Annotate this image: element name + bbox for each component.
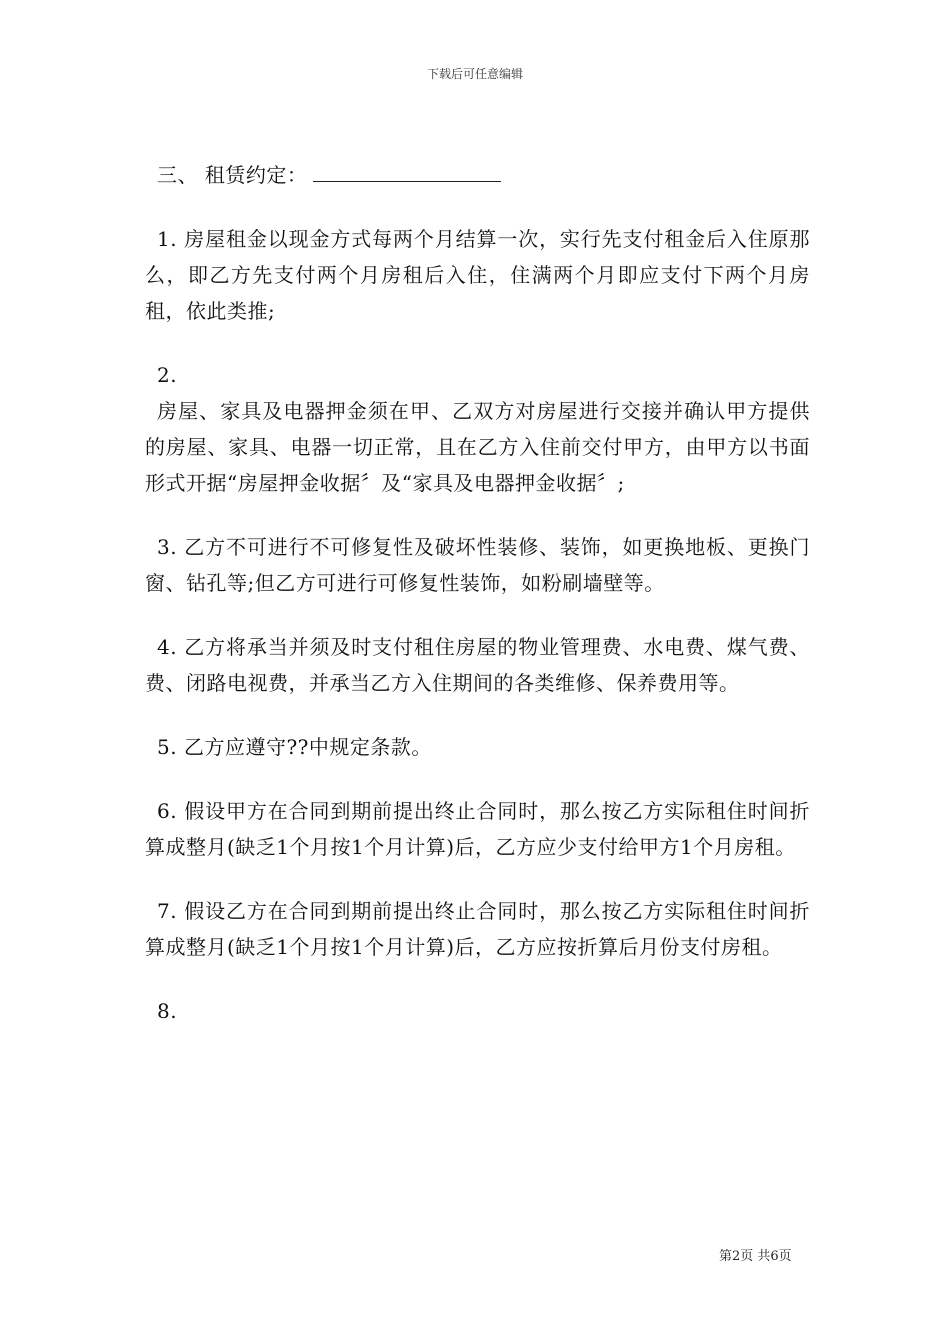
section-title-text: 三、 租赁约定：	[157, 163, 308, 187]
clause-2-text: 房屋、家具及电器押金须在甲、乙双方对房屋进行交接并确认甲方提供的房屋、家具、电器一切正常，且在乙方入住前交付甲方，由甲方以书面形式开据“房屋押金收据〞及“家具及电器押金收据〞;	[145, 399, 810, 495]
clause-1	[145, 221, 810, 329]
clause-3-text: 3. 乙方不可进行不可修复性及破坏性装修、装饰，如更换地板、更换门窗、钻孔等;但乙方可进行可修复性装饰，如粉刷墙壁等。	[145, 535, 810, 595]
clause-4	[145, 629, 838, 701]
clause-7-text: 7. 假设乙方在合同到期前提出终止合同时，那么按乙方实际租住时间折算成整月(缺乏1个月按1个月计算)后，乙方应按折算后月份支付房租。	[145, 899, 810, 959]
clause-6	[145, 793, 810, 865]
clause-8-text: 8.	[157, 999, 178, 1023]
document-body	[145, 157, 838, 1057]
page-number: 第2页 共6页	[719, 1249, 792, 1264]
section-title	[145, 157, 810, 193]
fill-in-blank	[313, 157, 501, 182]
clause-6-text: 6. 假设甲方在合同到期前提出终止合同时，那么按乙方实际租住时间折算成整月(缺乏1个月按1个月计算)后，乙方应少支付给甲方1个月房租。	[145, 799, 810, 859]
clause-2-number-text: 2.	[157, 363, 178, 387]
clause-3	[145, 529, 810, 601]
clause-2-number	[145, 357, 810, 393]
clause-5-text: 5. 乙方应遵守??中规定条款。	[157, 735, 432, 759]
clause-5	[145, 729, 810, 765]
clause-8	[145, 993, 810, 1029]
clause-1-text: 1. 房屋租金以现金方式每两个月结算一次，实行先支付租金后入住原那么，即乙方先支付两个月房租后入住，住满两个月即应支付下两个月房租，依此类推;	[145, 227, 810, 323]
clause-4-text: 4. 乙方将承当并须及时支付租住房屋的物业管理费、水电费、煤气费、 费、闭路电视费，并承当乙方入住期间的各类维修、保养费用等。	[145, 635, 838, 695]
page-header: 下载后可任意编辑	[426, 67, 523, 81]
clause-7	[145, 893, 810, 965]
clause-2	[145, 393, 810, 501]
